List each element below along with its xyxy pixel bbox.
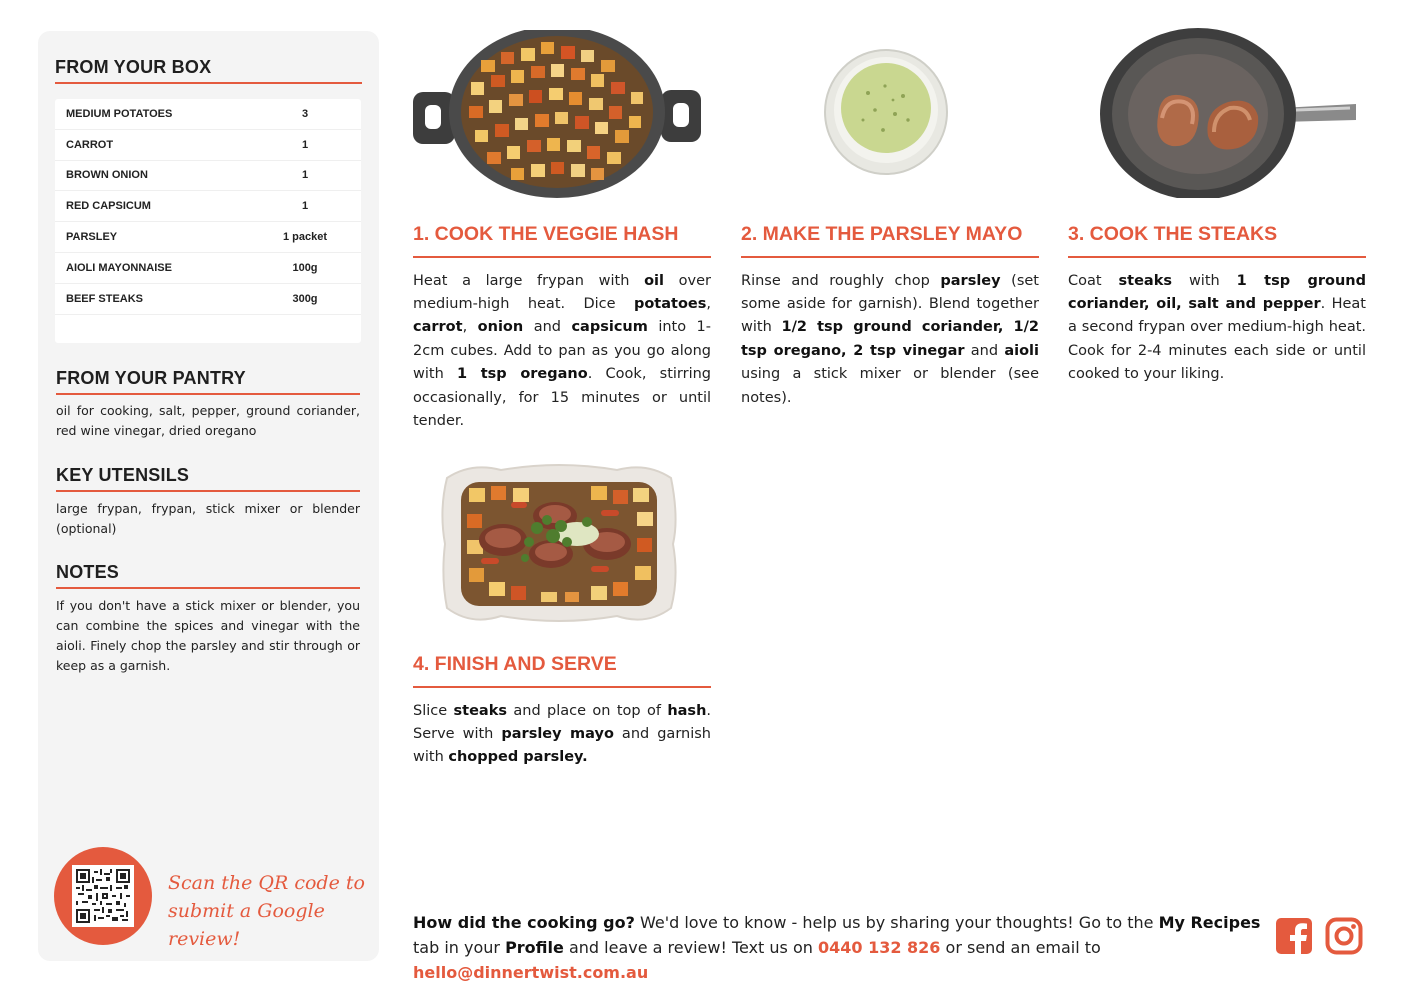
ingredient-highlight: 1 tsp oregano [456,366,588,383]
step-title: 3. COOK THE STEAKS [1068,223,1278,245]
ingredient-qty: 1 packet [282,231,328,244]
qr-code-icon[interactable] [72,865,134,927]
step-title: 4. FINISH AND SERVE [413,653,617,675]
step-text: with [1172,272,1237,289]
divider [413,686,711,688]
ingredient-highlight: parsley [940,272,1001,289]
step-text: , [462,319,478,336]
veggie-hash-pan-image [411,30,703,198]
step-text: . Serve with [413,702,711,742]
ingredient-highlight: aioli [1004,342,1040,359]
ingredient-qty: 1 [301,138,309,151]
divider [741,256,1039,258]
table-row [55,191,361,222]
table-row [55,284,361,315]
table-row [55,222,361,253]
step-text: . Heat a second frypan over medium-high heat. Cook for 2-4 minutes each side or until cooked to your liking. [1068,295,1366,383]
table-blank-row [55,315,361,343]
footer-text-part: We'd love to know - help us by sharing your thoughts! Go to the [634,913,1159,932]
instagram-icon[interactable] [1325,917,1363,955]
pantry-title: FROM YOUR PANTRY [56,368,246,388]
facebook-icon[interactable] [1275,917,1313,955]
ingredient-name: BEEF STEAKS [66,292,144,305]
step-text: (set some aside for garnish). Blend together with [741,272,1039,336]
ingredient-name: BROWN ONION [66,169,148,182]
ingredient-highlight: steaks [1118,272,1172,289]
step-body [413,270,711,434]
step-text: Rinse and roughly chop [741,272,941,289]
step-text: and place on top of [507,702,668,719]
ingredient-name: RED CAPSICUM [66,200,151,213]
ingredient-qty: 1 [301,200,309,213]
step-text: and [964,342,1005,359]
step-body [413,700,711,770]
ingredient-highlight: 1/2 tsp ground coriander, 1/2 tsp oregano, 2 tsp vinegar [741,319,1039,359]
ingredient-name: MEDIUM POTATOES [66,107,173,120]
ingredient-name: CARROT [66,138,114,151]
ingredient-qty: 100g [292,261,318,274]
step-text: into 1-2cm cubes. Add to pan as you go along with [413,319,712,383]
divider [56,587,360,589]
step-title: 1. COOK THE VEGGIE HASH [413,223,679,245]
step-text: Slice [413,702,454,719]
step-2 [741,223,1039,410]
ingredient-highlight: 1 tsp ground coriander, oil, salt and pepper [1068,272,1366,312]
divider [56,393,360,395]
ingredient-qty: 300g [292,292,318,305]
ingredient-highlight: carrot [413,319,463,336]
sidebar [38,31,379,961]
step-body [741,270,1039,410]
table-row [55,99,361,130]
divider [1068,256,1366,258]
step-text: and [523,319,572,336]
footer-text-part: and leave a review! Text us on [563,938,818,957]
step-1 [413,223,711,433]
step-text: , [706,295,711,312]
ingredient-qty: 3 [301,107,309,120]
ingredient-qty: 1 [301,169,309,182]
ingredient-highlight: capsicum [571,319,648,336]
qr-badge[interactable] [54,847,152,945]
footer-text-part: tab in your [413,938,506,957]
qr-caption-line2: submit a Google review! [168,900,325,950]
divider [55,82,362,84]
footer-text-part: or send an email to [940,938,1101,957]
step-4 [413,653,711,770]
step-text: Heat a large frypan with [413,272,645,289]
ingredient-highlight: steaks [453,702,507,719]
email-link[interactable]: hello@dinnertwist.com.au [413,963,649,982]
phone-link[interactable]: 0440 132 826 [817,938,941,957]
step-text: and garnish with [413,725,711,766]
table-row [55,161,361,192]
step-title: 2. MAKE THE PARSLEY MAYO [741,223,1023,245]
qr-caption [168,869,379,953]
utensils-text: large frypan, frypan, stick mixer or blender (optional) [56,501,360,536]
ingredient-highlight: oil [644,272,664,289]
step-text: . Cook, stirring occasionally, for 15 minutes or until tender. [413,366,712,429]
pantry-text: oil for cooking, salt, pepper, ground coriander, red wine vinegar, dried oregano [56,403,360,438]
ingredients-table [55,99,361,343]
footer-review-text [413,910,1263,985]
table-row [55,253,361,284]
footer-question: How did the cooking go? [413,913,635,932]
from-your-box-title: FROM YOUR BOX [55,57,212,77]
utensils-title: KEY UTENSILS [56,465,190,485]
divider [413,256,711,258]
steaks-frypan-image [1100,28,1358,198]
table-row [55,130,361,161]
step-text: Coat [1068,272,1119,289]
notes-title: NOTES [56,562,120,582]
qr-caption-line1: Scan the QR code to [168,872,365,894]
ingredient-highlight: parsley mayo [501,725,614,742]
step-body [1068,270,1366,387]
divider [56,490,360,492]
ingredient-highlight: potatoes [633,295,707,312]
ingredient-highlight: chopped parsley. [448,749,588,766]
ingredient-name: PARSLEY [66,231,118,244]
parsley-mayo-bowl-image [823,48,949,176]
ingredient-name: AIOLI MAYONNAISE [66,261,172,274]
finished-dish-image [441,458,677,628]
profile-link[interactable]: Profile [505,938,564,957]
ingredient-highlight: hash [667,702,707,719]
my-recipes-link[interactable]: My Recipes [1158,913,1261,932]
notes-text: If you don't have a stick mixer or blender, you can combine the spices and vinegar with the aioli. Finely chop the parsley and stir through or keep as a garnish. [56,598,360,673]
step-text: over medium-high heat. Dice [413,272,711,312]
ingredient-highlight: onion [477,319,524,336]
step-3 [1068,223,1366,387]
step-text: using a stick mixer or blender (see notes). [741,366,1039,406]
